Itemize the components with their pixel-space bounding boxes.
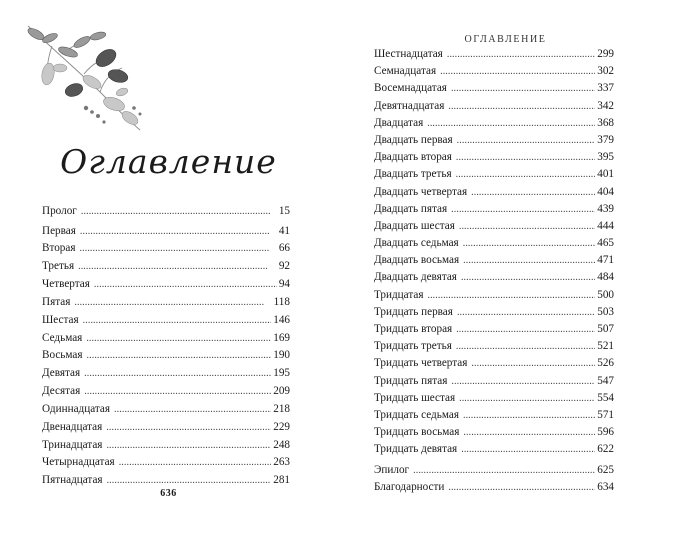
toc-entry-page: 547 xyxy=(597,374,614,387)
toc-entry xyxy=(374,358,614,375)
toc-entry-title: Третья xyxy=(42,260,75,273)
toc-entry xyxy=(42,457,290,475)
toc-entry-page: 229 xyxy=(273,420,290,433)
toc-entry-title: Тридцать девятая xyxy=(374,443,458,456)
toc-entry-title: Восьмая xyxy=(42,349,83,362)
toc-entry-page: 401 xyxy=(597,168,614,181)
toc-leader-dots xyxy=(80,244,277,254)
toc-entry-page: 41 xyxy=(278,224,290,237)
toc-entry xyxy=(42,315,290,333)
toc-entry-page: 471 xyxy=(597,254,614,267)
toc-entry-title: Десятая xyxy=(42,385,81,398)
toc-entry-page: 118 xyxy=(273,295,290,308)
toc-entry-page: 625 xyxy=(597,463,614,476)
toc-entry xyxy=(42,206,290,226)
toc-leader-dots xyxy=(106,423,271,433)
toc-entry-page: 634 xyxy=(597,480,614,493)
toc-leader-dots xyxy=(83,316,272,326)
toc-entry xyxy=(374,152,614,169)
toc-entry xyxy=(374,376,614,393)
toc-entry xyxy=(374,410,614,427)
toc-entry xyxy=(374,444,614,461)
toc-leader-dots xyxy=(471,188,595,198)
toc-entry xyxy=(374,238,614,255)
toc-entry-page: 439 xyxy=(597,202,614,215)
toc-entry xyxy=(374,465,614,482)
toc-leader-dots xyxy=(427,119,595,129)
toc-entry-title: Двадцатая xyxy=(374,116,424,129)
toc-entry xyxy=(42,368,290,386)
toc-entry xyxy=(374,135,614,152)
toc-leader-dots xyxy=(456,170,596,180)
toc-leader-dots xyxy=(440,67,595,77)
toc-list-left xyxy=(42,206,290,493)
toc-entry-title: Двадцать шестая xyxy=(374,219,455,232)
toc-entry xyxy=(374,204,614,221)
toc-entry-page: 263 xyxy=(273,456,290,469)
toc-entry-title: Девятая xyxy=(42,367,81,380)
toc-entry xyxy=(42,404,290,422)
toc-entry-page: 342 xyxy=(597,99,614,112)
toc-entry-page: 503 xyxy=(597,305,614,318)
toc-entry xyxy=(374,255,614,272)
toc-entry xyxy=(42,297,290,315)
toc-entry xyxy=(374,290,614,307)
toc-entry-title: Эпилог xyxy=(374,463,410,476)
toc-entry xyxy=(374,221,614,238)
toc-entry-title: Двадцать четвертая xyxy=(374,185,468,198)
toc-entry-title: Пятая xyxy=(42,295,71,308)
toc-entry-title: Первая xyxy=(42,224,76,237)
toc-leader-dots xyxy=(461,445,595,455)
toc-entry-title: Восемнадцатая xyxy=(374,82,447,95)
toc-leader-dots xyxy=(457,308,595,318)
toc-entry xyxy=(374,83,614,100)
botanical-leaves-icon xyxy=(22,18,162,136)
toc-entry-page: 521 xyxy=(597,340,614,353)
toc-leader-dots xyxy=(456,342,595,352)
toc-entry-page: 92 xyxy=(278,260,290,273)
toc-leader-dots xyxy=(459,394,595,404)
toc-entry-page: 94 xyxy=(278,278,290,291)
toc-leader-dots xyxy=(461,273,595,283)
toc-entry-title: Пролог xyxy=(42,205,77,217)
toc-entry xyxy=(374,341,614,358)
toc-entry-page: 209 xyxy=(273,385,290,398)
toc-entry-page: 554 xyxy=(597,391,614,404)
toc-entry xyxy=(42,386,290,404)
toc-leader-dots xyxy=(78,262,277,272)
toc-leader-dots xyxy=(448,483,595,493)
toc-entry-title: Вторая xyxy=(42,242,76,255)
toc-entry-title: Девятнадцатая xyxy=(374,99,445,112)
toc-entry xyxy=(374,49,614,66)
toc-entry xyxy=(374,169,614,186)
toc-entry-title: Тридцать пятая xyxy=(374,374,448,387)
toc-entry-title: Двадцать первая xyxy=(374,133,453,146)
toc-entry-title: Двадцать седьмая xyxy=(374,237,459,250)
toc-entry xyxy=(374,307,614,324)
toc-entry xyxy=(42,243,290,261)
toc-leader-dots xyxy=(456,325,595,335)
toc-leader-dots xyxy=(106,441,271,451)
toc-entry-title: Шестнадцатая xyxy=(374,48,443,60)
toc-entry-page: 169 xyxy=(273,331,290,344)
toc-entry-title: Двадцать девятая xyxy=(374,271,457,284)
toc-entry-page: 622 xyxy=(597,443,614,456)
toc-entry-page: 571 xyxy=(597,408,614,421)
toc-leader-dots xyxy=(413,466,595,476)
toc-entry xyxy=(374,66,614,83)
toc-entry-title: Двадцать восьмая xyxy=(374,254,460,267)
toc-entry-page: 404 xyxy=(597,185,614,198)
toc-leader-dots xyxy=(114,405,271,415)
toc-entry xyxy=(374,118,614,135)
toc-leader-dots xyxy=(463,256,595,266)
toc-entry xyxy=(374,101,614,118)
toc-entry-page: 218 xyxy=(273,402,290,415)
toc-leader-dots xyxy=(456,153,595,163)
toc-entry xyxy=(374,427,614,444)
toc-entry-title: Шестая xyxy=(42,313,79,326)
toc-entry-title: Двадцать вторая xyxy=(374,151,452,164)
toc-entry-title: Тридцать шестая xyxy=(374,391,456,404)
toc-entry-page: 444 xyxy=(597,219,614,232)
toc-entry-title: Пятнадцатая xyxy=(42,474,103,487)
toc-list-right xyxy=(374,49,614,499)
toc-leader-dots xyxy=(457,136,596,146)
toc-entry-page: 281 xyxy=(273,474,290,487)
toc-entry-page: 379 xyxy=(597,133,614,146)
toc-entry-title: Двенадцатая xyxy=(42,420,103,433)
toc-entry-title: Тридцать четвертая xyxy=(374,357,468,370)
toc-entry-title: Тридцать вторая xyxy=(374,323,453,335)
toc-entry xyxy=(42,279,290,297)
toc-entry xyxy=(42,226,290,244)
toc-leader-dots xyxy=(447,50,595,60)
toc-leader-dots xyxy=(463,411,595,421)
toc-entry-title: Седьмая xyxy=(42,331,83,344)
right-page xyxy=(337,0,674,544)
running-head: ОГЛАВЛЕНИЕ xyxy=(464,34,547,45)
toc-entry-page: 195 xyxy=(273,367,290,380)
toc-entry-title: Благодарности xyxy=(374,480,445,493)
toc-entry-title: Тринадцатая xyxy=(42,438,103,451)
toc-entry xyxy=(42,261,290,279)
toc-entry xyxy=(374,482,614,499)
toc-entry-title: Тридцатая xyxy=(374,288,424,301)
toc-entry-title: Тридцать третья xyxy=(374,340,452,353)
toc-entry xyxy=(374,393,614,410)
toc-entry-title: Четырнадцатая xyxy=(42,456,115,469)
toc-entry xyxy=(42,422,290,440)
toc-entry-title: Одиннадцатая xyxy=(42,402,111,415)
toc-entry-page: 507 xyxy=(597,323,614,335)
toc-entry-title: Тридцать первая xyxy=(374,305,453,318)
toc-leader-dots xyxy=(451,205,595,215)
toc-leader-dots xyxy=(80,227,277,237)
toc-entry xyxy=(374,272,614,289)
toc-entry-page: 66 xyxy=(278,242,290,255)
toc-leader-dots xyxy=(81,207,277,217)
toc-leader-dots xyxy=(94,280,277,290)
toc-entry-title: Тридцать седьмая xyxy=(374,408,459,421)
toc-entry-title: Тридцать восьмая xyxy=(374,426,460,439)
toc-entry-page: 15 xyxy=(278,205,290,217)
toc-entry-title: Семнадцатая xyxy=(374,65,437,78)
toc-entry-page: 248 xyxy=(273,438,290,451)
toc-entry-page: 299 xyxy=(597,48,614,60)
toc-leader-dots xyxy=(448,102,595,112)
toc-leader-dots xyxy=(107,476,272,486)
toc-entry-page: 190 xyxy=(273,349,290,362)
toc-leader-dots xyxy=(87,351,272,361)
toc-entry-page: 465 xyxy=(597,237,614,250)
toc-leader-dots xyxy=(74,298,271,308)
toc-leader-dots xyxy=(119,458,272,468)
toc-entry-page: 146 xyxy=(273,313,290,326)
toc-entry-page: 484 xyxy=(597,271,614,284)
toc-entry-title: Двадцать третья xyxy=(374,168,452,181)
toc-entry-page: 526 xyxy=(597,357,614,370)
toc-entry-page: 368 xyxy=(597,116,614,129)
toc-leader-dots xyxy=(451,84,595,94)
toc-leader-dots xyxy=(84,387,271,397)
toc-entry-title: Четвертая xyxy=(42,278,90,291)
toc-entry xyxy=(374,187,614,204)
toc-entry xyxy=(42,350,290,368)
toc-leader-dots xyxy=(471,359,595,369)
toc-entry-title: Двадцать пятая xyxy=(374,202,448,215)
toc-entry xyxy=(42,333,290,351)
toc-leader-dots xyxy=(84,369,271,379)
toc-entry-page: 596 xyxy=(597,426,614,439)
toc-entry-page: 500 xyxy=(597,288,614,301)
page-title: Оглавление xyxy=(60,142,277,181)
toc-leader-dots xyxy=(463,239,596,249)
toc-entry xyxy=(374,324,614,341)
toc-entry-page: 302 xyxy=(597,65,614,78)
toc-entry-page: 337 xyxy=(597,82,614,95)
toc-leader-dots xyxy=(86,334,271,344)
toc-entry-page: 395 xyxy=(597,151,614,164)
toc-entry xyxy=(42,440,290,458)
toc-leader-dots xyxy=(427,291,595,301)
toc-leader-dots xyxy=(451,377,595,387)
toc-leader-dots xyxy=(459,222,595,232)
page-number: 636 xyxy=(160,488,177,499)
toc-leader-dots xyxy=(463,428,595,438)
